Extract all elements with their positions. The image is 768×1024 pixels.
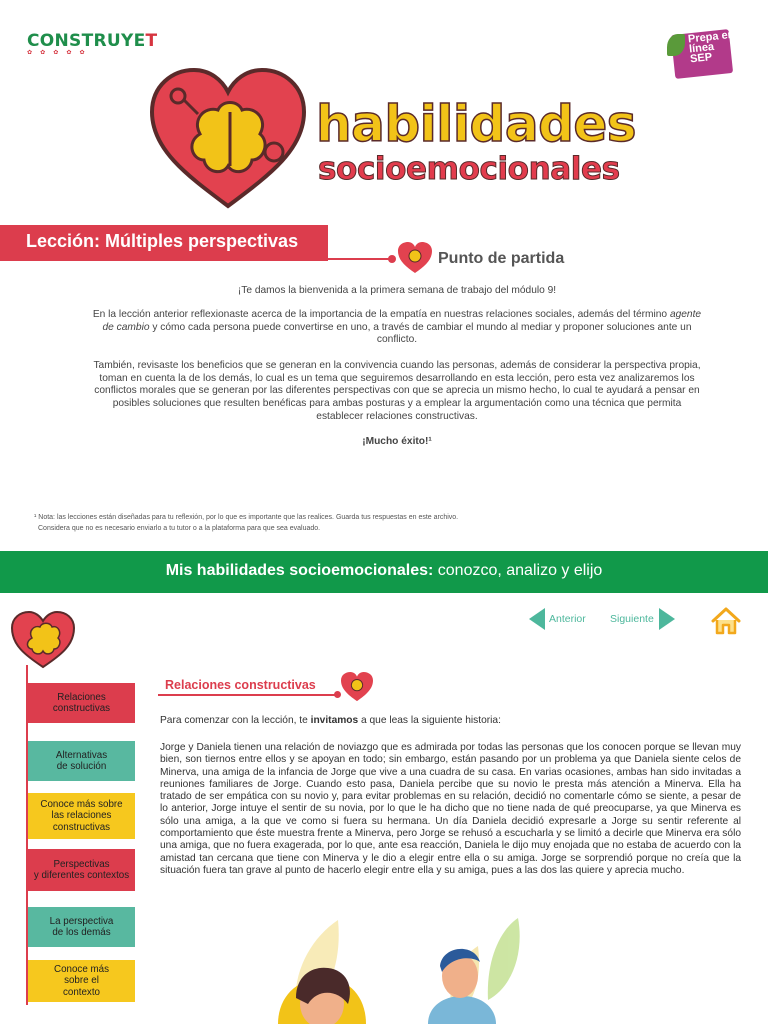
prepa-en-linea-logo: Prepa en línea SEP	[667, 26, 737, 80]
sidebar-item-conoce-mas-relaciones[interactable]: Conoce más sobre las relaciones constructivas	[28, 793, 135, 839]
lesson-banner: Lección: Múltiples perspectivas	[0, 225, 328, 261]
sidebar-item-perspectivas-contextos[interactable]: Perspectivas y diferentes contextos	[28, 849, 135, 891]
couple-illustration	[238, 900, 538, 1024]
section-title-underline	[158, 694, 336, 696]
punto-de-partida-heading: Punto de partida	[438, 250, 565, 267]
brain-heart-icon	[10, 610, 76, 670]
intro-paragraph-1: En la lección anterior reflexionaste acerca de la importancia de la empatía en nuestras relaciones sociales, además del término agente de cambio y cómo cada persona puede convertirse en uno, a través de cambiar el mundo al mediar y proponer soluciones ante un conflicto.	[92, 309, 702, 346]
welcome-text: ¡Te damos la bienvenida a la primera semana de trabajo del módulo 9!	[237, 285, 557, 296]
brain-heart-icon	[148, 66, 308, 214]
title-socioemocionales: socioemocionales	[318, 151, 620, 187]
lead-text: Para comenzar con la lección, te invitamos a que leas la siguiente historia:	[160, 715, 501, 726]
intro-paragraph-2: También, revisaste los beneficios que se generan en la convivencia cuando las personas, además de considerar la perspectiva propia, toman en cuenta la de los demás, lo cual es un tema que seguiremos desarrollando en esta lección, pero esta vez analizaremos los conflictos morales que se generan por las diferentes perspectivas con que se aprecia un mismo hecho, lo cual te ayudará a pensar en posibles soluciones que resulten benéficas para ambas posturas y a emplear la argumentación como una técnica que permita establecer relaciones constructivas.	[93, 360, 701, 422]
construyet-logo: CONSTRUYET ✿ ✿ ✿ ✿ ✿	[27, 31, 158, 56]
section-title: Relaciones constructivas	[165, 678, 316, 692]
sidebar-item-perspectiva-de-los-demas[interactable]: La perspectiva de los demás	[28, 907, 135, 947]
previous-arrow-icon[interactable]	[529, 608, 545, 630]
brain-heart-icon	[340, 671, 374, 703]
next-arrow-icon[interactable]	[659, 608, 675, 630]
sidebar-item-alternativas-de-solucion[interactable]: Alternativas de solución	[28, 741, 135, 781]
banner-connector-dot	[388, 255, 396, 263]
footnote-line-2: Considera que no es necesario enviarlo a tu tutor o a la plataforma para que sea evaluado.	[38, 525, 321, 532]
sidebar-item-relaciones-constructivas[interactable]: Relaciones constructivas	[28, 683, 135, 723]
next-link[interactable]: Siguiente	[610, 613, 654, 625]
footnote-line-1: ¹ Nota: las lecciones están diseñadas para tu reflexión, por lo que es importante que las realices. Guarda tus respuestas en este archivo.	[34, 514, 459, 521]
brain-heart-icon	[397, 241, 433, 275]
home-icon[interactable]	[710, 605, 742, 637]
previous-link[interactable]: Anterior	[549, 613, 586, 625]
sidebar-item-conoce-mas-contexto[interactable]: Conoce más sobre el contexto	[28, 960, 135, 1002]
section-header-bar: Mis habilidades socioemocionales: conozco, analizo y elijo	[0, 551, 768, 593]
mucho-exito-text: ¡Mucho éxito!¹	[362, 436, 432, 447]
title-habilidades: habilidades	[316, 95, 637, 153]
story-paragraph: Jorge y Daniela tienen una relación de noviazgo que es admirada por todas las personas que los conocen porque se llevan muy bien, son tiernos entre ellos y se apoyan en todo; sin embargo, están pasando por un problema ya que Daniela siente celos de Minerva, una amiga de la infancia de Jorge que vive a una cuadra de su casa. En varias ocasiones, ambas han sido invitadas a reuniones familiares de Jorge. Cuando esto pasa, Daniela percibe que su novio le presta más atención a Minerva. Ella ha tratado de ser empática con su novio y, para evitar problemas en su relación, decidió no comentarle cómo se siente, a pesar de lo anterior, Jorge intuye el sentir de su novia, por lo que le ha dicho que no tiene nada de qué preocuparse, ya que Minerva es sólo una amiga, a la que ve como si fuera su hermana. Un día Daniela decidió expresarle a Jorge su sentir referente al comportamiento que éste muestra frente a Minerva, pero Jorge se rehusó a escucharla y se limitó a decirle que Minerva era sólo una amiga, que no fuera exagerada, por lo que, ante esa reacción, Daniela le dijo muy enojada que no estaba de acuerdo con la amistad tan cercana que tiene con Minerva y le dio a elegir entre ella o su amiga. Jorge se sorprendió porque no creía que la situación fuera tan grave al punto de hacerlo elegir entre ella y su amiga, pues a las dos las quiere y aprecia mucho.	[160, 742, 741, 876]
banner-connector-line	[328, 258, 391, 260]
